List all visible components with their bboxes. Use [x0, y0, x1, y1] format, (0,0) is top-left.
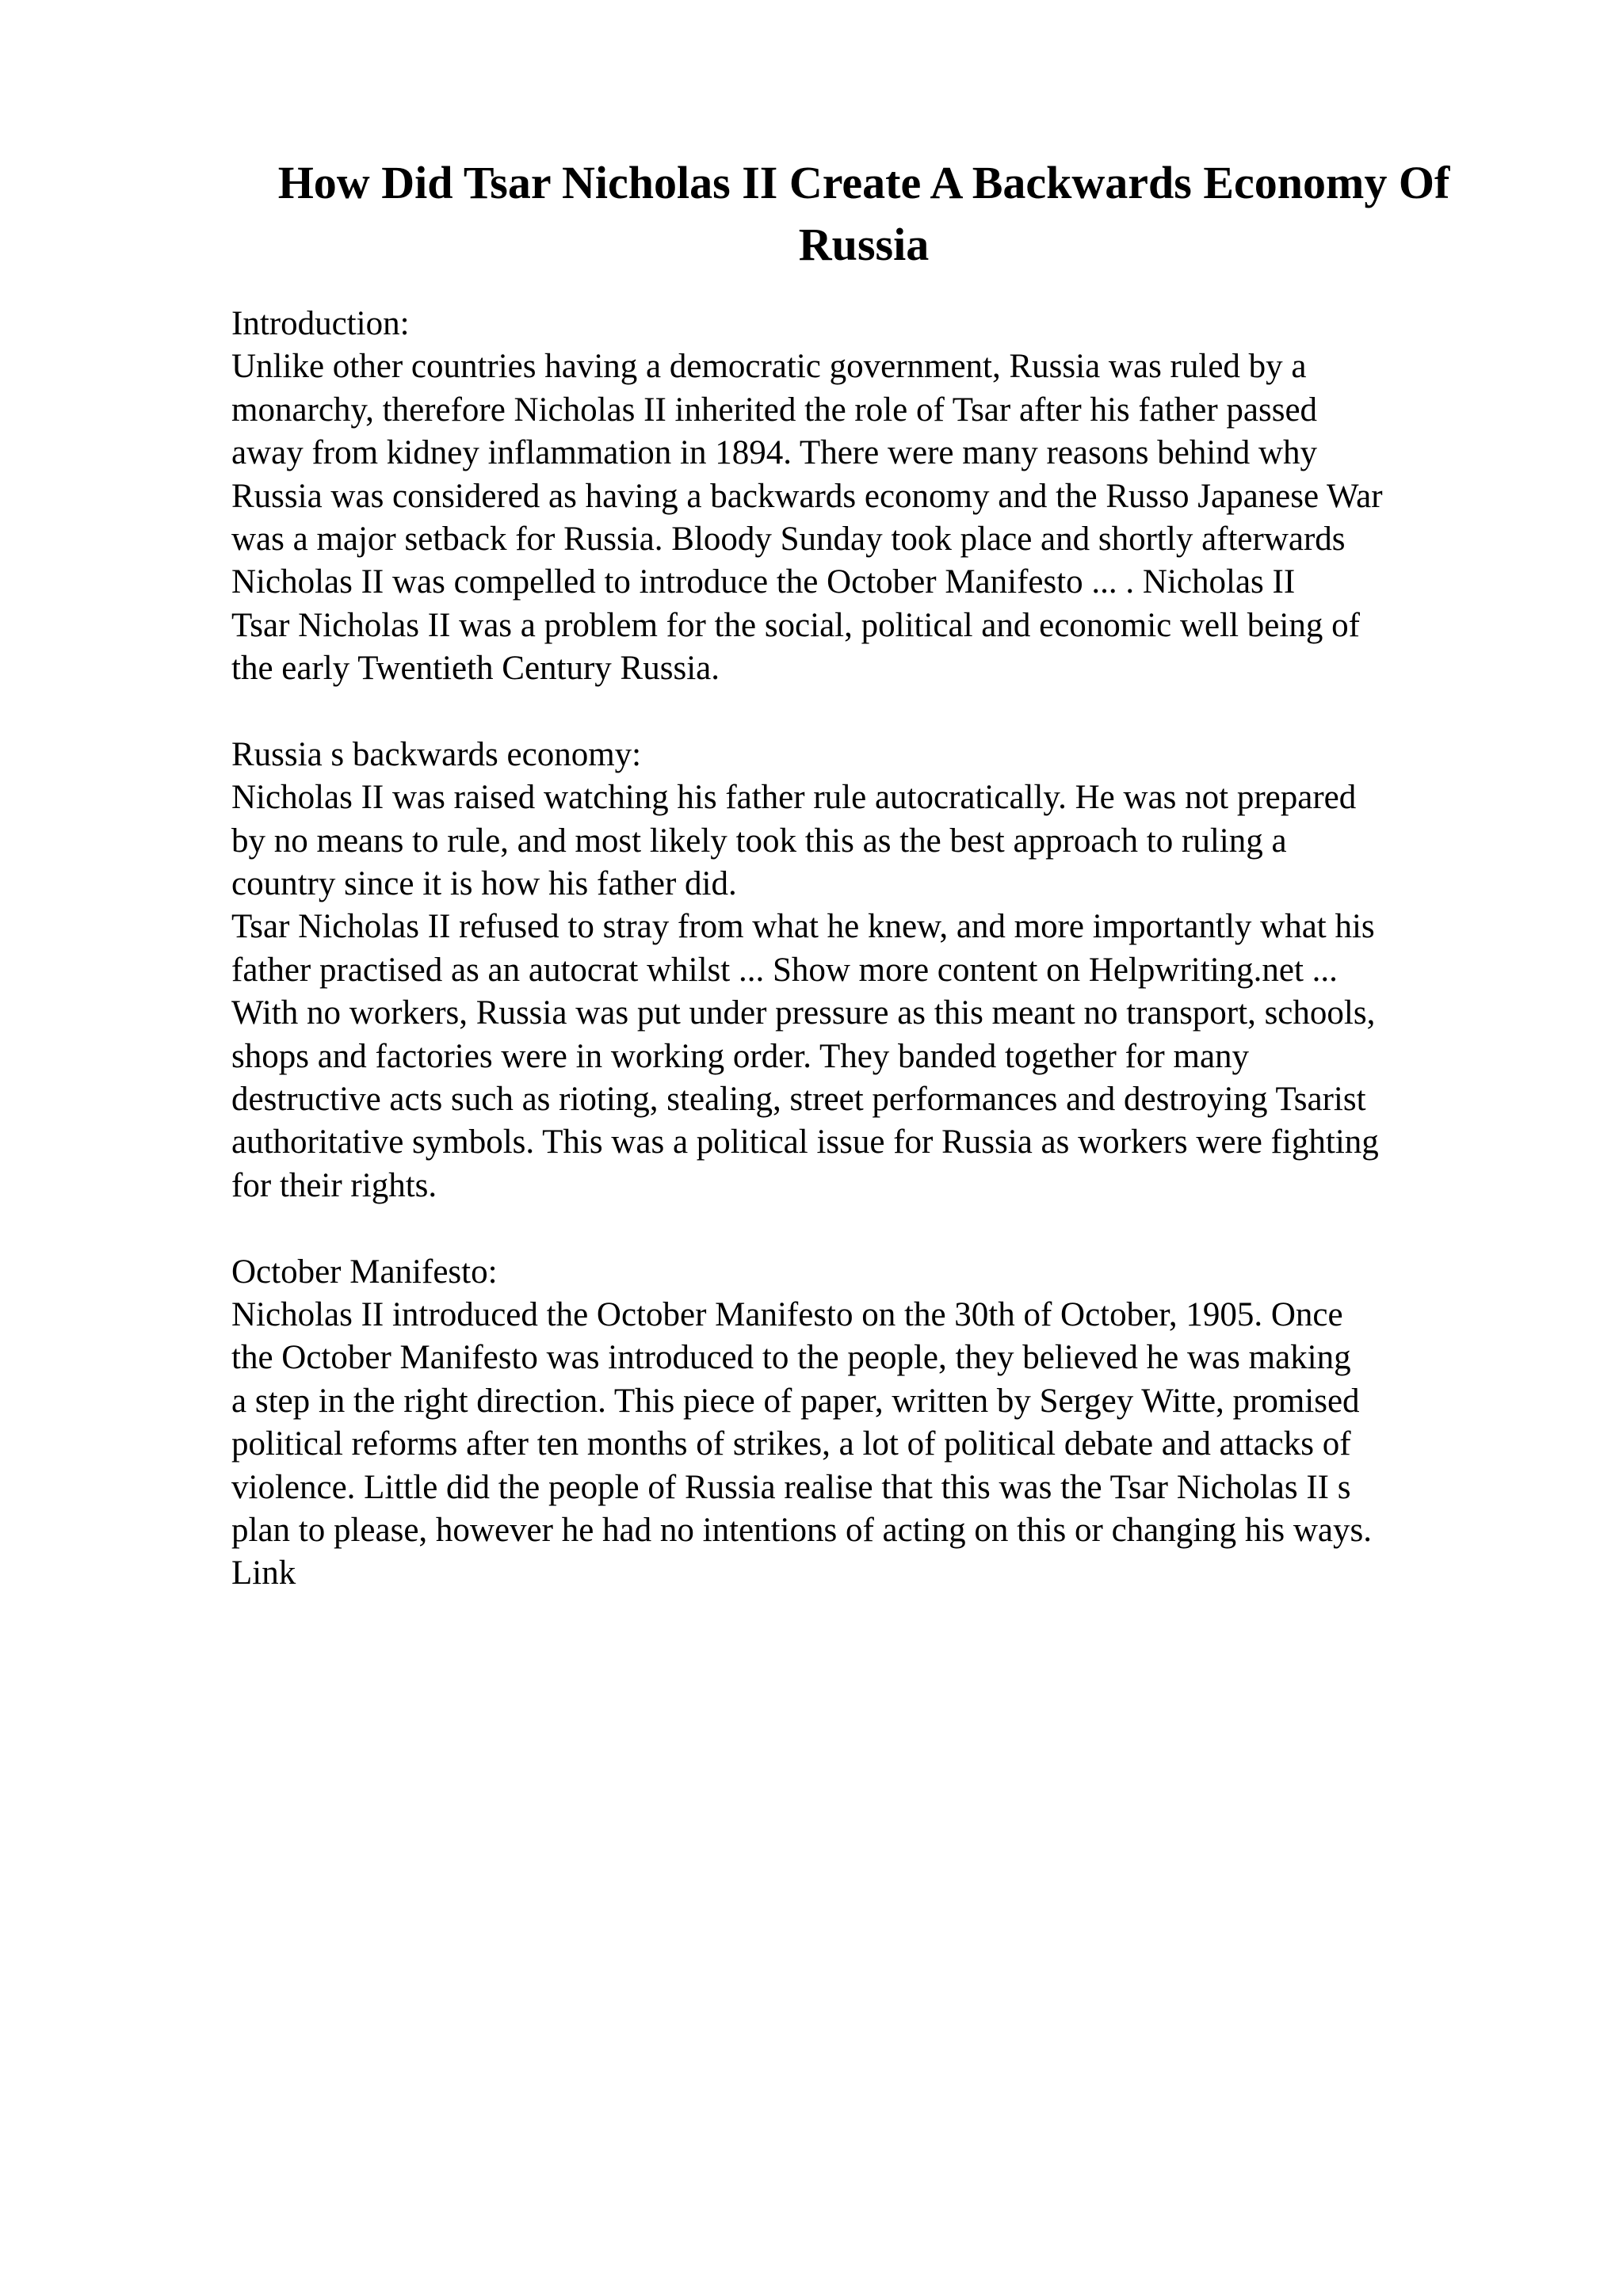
document-body — [231, 303, 1579, 1596]
paragraph-line: Tsar Nicholas II refused to stray from what he knew, and more importantly what his — [231, 908, 1375, 946]
paragraph-line: the October Manifesto was introduced to the people, they believed he was making — [231, 1339, 1351, 1377]
section-heading: Introduction: — [231, 305, 410, 342]
paragraph-line: political reforms after ten months of strikes, a lot of political debate and attacks of — [231, 1425, 1351, 1463]
document-title — [214, 152, 1514, 276]
paragraph-line: shops and factories were in working order. They banded together for many — [231, 1037, 1250, 1075]
paragraph-line: destructive acts such as rioting, stealing, street performances and destroying Tsarist — [231, 1081, 1366, 1119]
paragraph-line: father practised as an autocrat whilst ... Show more content on Helpwriting.net ... — [231, 951, 1338, 989]
section-heading: Russia s backwards economy: — [231, 735, 642, 773]
paragraph-line: away from kidney inflammation in 1894. There were many reasons behind why — [231, 434, 1318, 472]
section-backwards-economy — [231, 734, 1579, 1207]
paragraph-line: monarchy, therefore Nicholas II inherited the role of Tsar after his father passed — [231, 391, 1318, 429]
paragraph-line: Nicholas II was raised watching his father rule autocratically. He was not prepared — [231, 779, 1357, 817]
paragraph-line: Nicholas II introduced the October Manifesto on the 30th of October, 1905. Once — [231, 1295, 1343, 1333]
paragraph-line: by no means to rule, and most likely took this as the best approach to ruling a — [231, 822, 1287, 860]
title-line-1: How Did Tsar Nicholas II Create A Backwards Economy Of — [277, 157, 1450, 208]
paragraph-line: a step in the right direction. This piece of paper, written by Sergey Witte, promised — [231, 1382, 1360, 1420]
section-october-manifesto — [231, 1251, 1579, 1596]
paragraph-line: authoritative symbols. This was a political issue for Russia as workers were fighting — [231, 1123, 1379, 1161]
paragraph-line: With no workers, Russia was put under pressure as this meant no transport, schools, — [231, 994, 1376, 1032]
paragraph-line: the early Twentieth Century Russia. — [231, 650, 720, 688]
paragraph-line: violence. Little did the people of Russia realise that this was the Tsar Nicholas II s — [231, 1468, 1351, 1506]
paragraph-line: country since it is how his father did. — [231, 865, 737, 903]
paragraph-line: Tsar Nicholas II was a problem for the social, political and economic well being of — [231, 606, 1360, 644]
paragraph-line: Russia was considered as having a backwards economy and the Russo Japanese War — [231, 477, 1383, 515]
paragraph-line: for their rights. — [231, 1166, 437, 1204]
link-text[interactable]: Link — [231, 1554, 296, 1592]
paragraph-line: plan to please, however he had no intentions of acting on this or changing his ways. — [231, 1511, 1372, 1549]
title-line-2: Russia — [798, 219, 930, 270]
section-heading: October Manifesto: — [231, 1253, 498, 1291]
section-introduction — [231, 303, 1579, 691]
paragraph-line: Nicholas II was compelled to introduce the October Manifesto ... . Nicholas II — [231, 563, 1296, 601]
paragraph-line: Unlike other countries having a democratic government, Russia was ruled by a — [231, 348, 1307, 386]
paragraph-line: was a major setback for Russia. Bloody Sunday took place and shortly afterwards — [231, 520, 1346, 558]
